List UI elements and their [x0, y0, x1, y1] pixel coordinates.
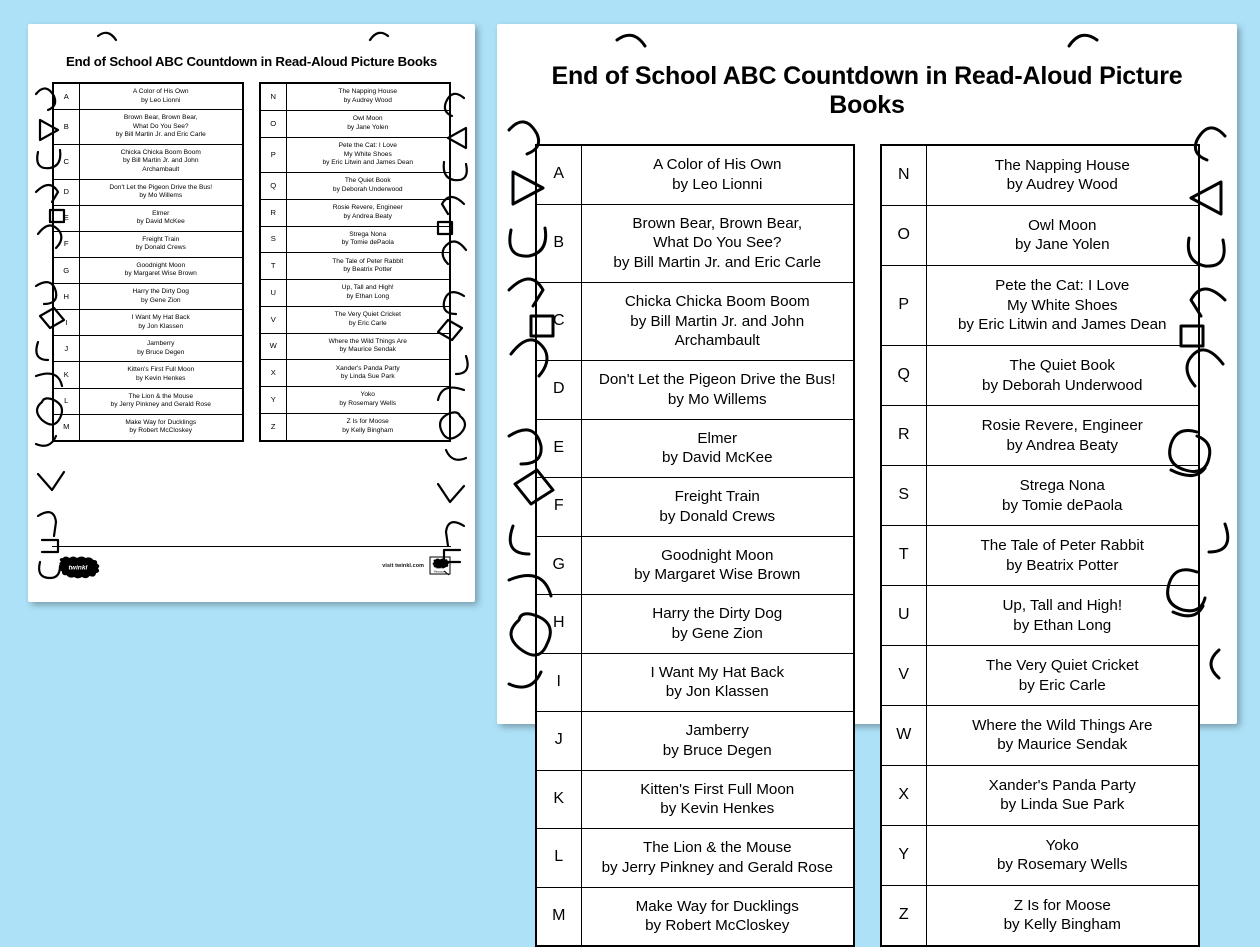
book-author: by Jane Yolen — [347, 123, 389, 131]
book-title: Elmer — [152, 209, 170, 217]
row-letter-cell: Q — [260, 173, 286, 200]
table-row — [260, 413, 450, 440]
table-row — [536, 204, 854, 282]
book-title: The Tale of Peter Rabbit — [332, 257, 404, 265]
row-book-cell — [582, 829, 854, 888]
book-title: Chicka Chicka Boom Boom — [624, 292, 810, 310]
row-book-cell — [927, 526, 1199, 586]
row-letter-cell: D — [53, 179, 79, 205]
row-book-cell — [79, 179, 243, 205]
row-letter-cell: X — [260, 360, 286, 387]
book-title: Don't Let the Pigeon Drive the Bus! — [598, 371, 836, 388]
footer-divider — [52, 546, 451, 547]
book-title: The Tale of Peter Rabbit — [980, 536, 1144, 554]
row-book-cell — [927, 705, 1199, 765]
row-book-cell — [286, 333, 450, 360]
book-author: by David McKee — [661, 449, 773, 467]
row-letter-cell: J — [536, 712, 582, 771]
row-book-cell — [286, 226, 450, 253]
row-letter-cell: B — [53, 110, 79, 145]
row-letter-cell: W — [881, 705, 927, 765]
book-title: Xander's Panda Party — [335, 364, 400, 372]
book-author: by Margaret Wise Brown — [634, 566, 801, 584]
row-book-cell — [927, 466, 1199, 526]
row-book-cell — [286, 280, 450, 307]
book-title: The Very Quiet Cricket — [334, 311, 401, 319]
row-letter-cell: F — [53, 231, 79, 257]
table-row — [881, 526, 1199, 586]
book-title: Goodnight Moon — [136, 261, 186, 269]
row-letter-cell: Y — [260, 387, 286, 414]
book-author: by Tomie dePaola — [341, 239, 394, 247]
book-author: by Jane Yolen — [1014, 236, 1110, 254]
row-book-cell — [927, 825, 1199, 885]
table-row — [260, 226, 450, 253]
table-row — [536, 419, 854, 478]
row-letter-cell: U — [881, 586, 927, 646]
book-title: The Napping House — [338, 88, 398, 96]
book-title: What Do You See? — [653, 234, 782, 252]
table-row — [260, 110, 450, 137]
book-author: by Leo Lionni — [672, 175, 763, 193]
row-book-cell — [927, 145, 1199, 205]
table-row — [53, 388, 243, 414]
table-row — [536, 887, 854, 946]
row-book-cell — [927, 265, 1199, 345]
book-author: by Mo Willems — [139, 192, 183, 200]
book-title: A Color of His Own — [653, 156, 782, 173]
book-title: Brown Bear, Brown Bear, — [123, 114, 198, 122]
row-letter-cell: N — [260, 83, 286, 110]
table-row — [536, 829, 854, 888]
book-author: by Kevin Henkes — [660, 800, 775, 818]
table-row — [260, 306, 450, 333]
row-letter-cell: P — [881, 265, 927, 345]
book-author: by Bill Martin Jr. and John — [630, 312, 805, 330]
worksheet-page-main[interactable] — [497, 24, 1237, 935]
row-book-cell — [582, 887, 854, 946]
book-author: by David McKee — [136, 218, 185, 226]
book-author: by Robert McCloskey — [129, 427, 193, 435]
table-row — [260, 253, 450, 280]
row-book-cell — [582, 770, 854, 829]
row-book-cell — [582, 145, 854, 204]
book-title: Pete the Cat: I Love — [338, 141, 397, 149]
book-title: Up, Tall and High! — [1002, 596, 1123, 614]
table-row — [881, 825, 1199, 885]
book-title: Strega Nona — [349, 230, 387, 238]
table-row — [53, 83, 243, 110]
table-row — [881, 466, 1199, 526]
table-row — [881, 205, 1199, 265]
book-title: Jamberry — [147, 340, 175, 348]
book-author: by Deborah Underwood — [332, 185, 403, 193]
book-author: by Eric Carle — [348, 319, 387, 327]
book-title: Strega Nona — [1019, 476, 1105, 494]
book-title: Freight Train — [674, 488, 760, 505]
row-letter-cell: K — [53, 362, 79, 388]
row-letter-cell: K — [536, 770, 582, 829]
book-title: Rosie Revere, Engineer — [332, 204, 403, 212]
book-title: The Napping House — [994, 156, 1130, 174]
row-letter-cell: V — [260, 306, 286, 333]
row-book-cell — [927, 586, 1199, 646]
book-title: I Want My Hat Back — [131, 314, 190, 322]
book-author: by Rosemary Wells — [996, 856, 1128, 874]
table-row — [536, 770, 854, 829]
row-book-cell — [286, 413, 450, 440]
row-book-cell — [79, 83, 243, 110]
book-title: Z Is for Moose — [346, 418, 389, 426]
row-letter-cell: Z — [260, 413, 286, 440]
row-book-cell — [79, 110, 243, 145]
table-row — [53, 336, 243, 362]
book-title: Make Way for Ducklings — [125, 418, 197, 426]
svg-text:Resources: Resources — [434, 570, 446, 574]
book-title: I Want My Hat Back — [650, 663, 785, 681]
book-title: Freight Train — [142, 235, 180, 243]
book-title: Kitten's First Full Moon — [640, 780, 795, 798]
row-book-cell — [79, 336, 243, 362]
row-book-cell — [286, 137, 450, 173]
row-book-cell — [582, 595, 854, 654]
book-author: Archambault — [674, 332, 760, 350]
table-row — [536, 536, 854, 595]
row-letter-cell: H — [536, 595, 582, 654]
book-title: Make Way for Ducklings — [635, 897, 799, 915]
row-letter-cell: Y — [881, 825, 927, 885]
page-title: End of School ABC Countdown in Read-Aloud Picture Books — [66, 54, 437, 69]
book-author: by Robert McCloskey — [645, 917, 790, 935]
row-letter-cell: L — [53, 388, 79, 414]
table-row — [53, 414, 243, 441]
row-book-cell — [927, 765, 1199, 825]
book-title: Goodnight Moon — [661, 546, 774, 564]
footer-visit-group — [382, 556, 451, 576]
book-author: by Audrey Wood — [343, 96, 392, 104]
book-author: Archambault — [142, 165, 180, 173]
row-letter-cell: U — [260, 280, 286, 307]
table-row — [881, 705, 1199, 765]
row-letter-cell: N — [881, 145, 927, 205]
book-author: by Andrea Beaty — [1006, 436, 1118, 454]
book-author: by Kevin Henkes — [136, 374, 186, 382]
worksheet-columns-main — [497, 144, 1237, 947]
table-row — [260, 173, 450, 200]
table-row — [881, 765, 1199, 825]
row-letter-cell: L — [536, 829, 582, 888]
row-letter-cell: C — [536, 282, 582, 360]
table-row — [536, 145, 854, 204]
row-book-cell — [582, 478, 854, 537]
book-author: by Mo Willems — [667, 390, 767, 408]
table-row — [53, 310, 243, 336]
row-book-cell — [79, 388, 243, 414]
row-letter-cell: W — [260, 333, 286, 360]
book-author: by Rosemary Wells — [339, 399, 397, 407]
row-letter-cell: G — [53, 257, 79, 283]
table-row — [881, 265, 1199, 345]
book-author: by Eric Litwin and James Dean — [957, 316, 1167, 334]
book-author: by Tomie dePaola — [1002, 496, 1123, 514]
book-title: A Color of His Own — [132, 88, 189, 95]
book-author: by Gene Zion — [140, 296, 181, 304]
table-row — [53, 205, 243, 231]
row-letter-cell: V — [881, 646, 927, 706]
abc-table-right-main — [880, 144, 1200, 947]
book-author: by Maurice Sendak — [997, 736, 1128, 754]
visit-url-text: visit twinkl.com — [382, 563, 424, 569]
table-row — [260, 360, 450, 387]
row-book-cell — [79, 362, 243, 388]
row-letter-cell: H — [53, 284, 79, 310]
book-title: What Do You See? — [132, 122, 189, 130]
book-author: by Leo Lionni — [141, 96, 181, 104]
book-title: My White Shoes — [1006, 296, 1118, 314]
book-title: The Quiet Book — [1009, 356, 1116, 374]
row-letter-cell: M — [53, 414, 79, 441]
table-row — [536, 478, 854, 537]
book-title: Chicka Chicka Boom Boom — [120, 148, 201, 156]
book-title: The Lion & the Mouse — [642, 839, 792, 856]
table-row — [53, 144, 243, 179]
book-author: by Bill Martin Jr. and Eric Carle — [613, 254, 822, 271]
page-footer — [28, 546, 475, 602]
book-author: by Maurice Sendak — [339, 346, 396, 354]
row-letter-cell: J — [53, 336, 79, 362]
book-title: The Very Quiet Cricket — [985, 656, 1139, 674]
row-book-cell — [927, 646, 1199, 706]
book-author: by Donald Crews — [135, 244, 186, 252]
row-letter-cell: C — [53, 144, 79, 179]
book-title: Pete the Cat: I Love — [995, 276, 1130, 294]
table-row — [53, 284, 243, 310]
table-row — [260, 199, 450, 226]
abc-table-right-thumbnail — [259, 82, 451, 442]
table-row — [260, 83, 450, 110]
table-row — [53, 257, 243, 283]
book-author: by Eric Litwin and James Dean — [322, 159, 414, 167]
book-title: Rosie Revere, Engineer — [981, 416, 1143, 434]
row-letter-cell: T — [881, 526, 927, 586]
row-book-cell — [286, 253, 450, 280]
twinkl-logo — [54, 557, 102, 577]
table-row — [881, 646, 1199, 706]
book-author: by Andrea Beaty — [343, 212, 392, 220]
row-book-cell — [79, 284, 243, 310]
table-row — [260, 280, 450, 307]
table-row — [260, 137, 450, 173]
book-author: by Margaret Wise Brown — [124, 270, 197, 278]
book-title: Owl Moon — [1028, 216, 1097, 234]
table-row — [536, 712, 854, 771]
row-letter-cell: Z — [881, 885, 927, 946]
row-book-cell — [286, 83, 450, 110]
row-book-cell — [79, 257, 243, 283]
book-title: Don't Let the Pigeon Drive the Bus! — [109, 183, 213, 191]
book-title: Jamberry — [685, 722, 749, 739]
book-author: by Beatrix Potter — [343, 266, 393, 274]
table-row — [53, 362, 243, 388]
row-book-cell — [286, 173, 450, 200]
book-author: by Kelly Bingham — [342, 426, 394, 434]
book-author: by Jerry Pinkney and Gerald Rose — [601, 858, 833, 876]
row-letter-cell: I — [53, 310, 79, 336]
row-letter-cell: R — [260, 199, 286, 226]
worksheet-columns-thumbnail — [28, 82, 475, 442]
row-book-cell — [582, 361, 854, 420]
row-letter-cell: A — [53, 83, 79, 110]
book-author: by Ethan Long — [346, 292, 390, 300]
row-letter-cell: E — [53, 205, 79, 231]
row-book-cell — [927, 885, 1199, 946]
book-title: Where the Wild Things Are — [972, 716, 1153, 734]
row-book-cell — [286, 306, 450, 333]
table-row — [536, 653, 854, 712]
worksheet-page-thumbnail[interactable] — [28, 24, 475, 602]
book-author: by Jerry Pinkney and Gerald Rose — [110, 401, 211, 409]
book-title: Yoko — [1045, 836, 1079, 854]
book-author: by Gene Zion — [671, 624, 763, 642]
book-author: by Beatrix Potter — [1006, 556, 1119, 574]
book-title: Xander's Panda Party — [988, 776, 1136, 794]
page-title-main: End of School ABC Countdown in Read-Aloud Picture Books — [551, 62, 1183, 119]
book-author: by Jon Klassen — [138, 322, 184, 330]
row-book-cell — [927, 205, 1199, 265]
book-author: by Deborah Underwood — [982, 376, 1143, 394]
row-book-cell — [79, 144, 243, 179]
book-author: by Linda Sue Park — [1000, 796, 1125, 814]
row-book-cell — [582, 653, 854, 712]
book-author: by Audrey Wood — [1006, 176, 1118, 194]
book-author: by Ethan Long — [1013, 616, 1112, 634]
row-book-cell — [582, 419, 854, 478]
row-letter-cell: R — [881, 406, 927, 466]
table-row — [536, 361, 854, 420]
row-letter-cell: S — [881, 466, 927, 526]
table-row — [260, 333, 450, 360]
table-row — [536, 595, 854, 654]
table-row — [53, 231, 243, 257]
row-book-cell — [927, 406, 1199, 466]
row-letter-cell: O — [881, 205, 927, 265]
row-letter-cell: S — [260, 226, 286, 253]
row-letter-cell: X — [881, 765, 927, 825]
row-letter-cell: Q — [881, 346, 927, 406]
abc-table-left-main — [535, 144, 855, 947]
book-title: Where the Wild Things Are — [328, 337, 407, 345]
book-title: My White Shoes — [343, 150, 392, 158]
row-book-cell — [286, 199, 450, 226]
row-letter-cell: T — [260, 253, 286, 280]
row-book-cell — [582, 712, 854, 771]
table-row — [260, 387, 450, 414]
book-author: by Bill Martin Jr. and John — [123, 157, 199, 165]
book-author: by Bruce Degen — [137, 348, 185, 356]
twinkl-badge-icon — [429, 556, 451, 576]
book-author: by Jon Klassen — [665, 683, 769, 701]
book-author: by Bruce Degen — [662, 741, 772, 759]
row-book-cell — [582, 536, 854, 595]
book-author: by Linda Sue Park — [340, 373, 395, 381]
table-row — [536, 282, 854, 360]
book-title: Yoko — [360, 391, 375, 399]
row-book-cell — [582, 282, 854, 360]
row-letter-cell: B — [536, 204, 582, 282]
book-author: by Bill Martin Jr. and Eric Carle — [115, 131, 206, 139]
row-letter-cell: A — [536, 145, 582, 204]
book-title: Z Is for Moose — [1013, 896, 1111, 914]
row-letter-cell: I — [536, 653, 582, 712]
book-title: Harry the Dirty Dog — [132, 288, 189, 295]
row-book-cell — [79, 205, 243, 231]
book-title: Elmer — [697, 429, 738, 447]
book-title: Owl Moon — [352, 115, 383, 123]
svg-text:twinkl: twinkl — [435, 565, 445, 570]
row-letter-cell: F — [536, 478, 582, 537]
book-title: The Lion & the Mouse — [128, 392, 193, 400]
row-letter-cell: G — [536, 536, 582, 595]
book-title: Kitten's First Full Moon — [127, 366, 195, 374]
row-book-cell — [79, 310, 243, 336]
book-title: The Quiet Book — [344, 177, 391, 185]
table-row — [881, 885, 1199, 946]
row-letter-cell: E — [536, 419, 582, 478]
book-author: by Eric Carle — [1018, 676, 1106, 694]
row-book-cell — [79, 414, 243, 441]
table-row — [881, 406, 1199, 466]
book-title: Up, Tall and High! — [341, 284, 394, 292]
row-book-cell — [286, 110, 450, 137]
row-book-cell — [927, 346, 1199, 406]
book-title: Harry the Dirty Dog — [652, 605, 783, 622]
book-author: by Kelly Bingham — [1003, 916, 1121, 934]
book-title: Brown Bear, Brown Bear, — [632, 214, 803, 232]
table-row — [53, 110, 243, 145]
row-letter-cell: M — [536, 887, 582, 946]
row-book-cell — [582, 204, 854, 282]
svg-text:twinkl: twinkl — [68, 564, 88, 572]
row-book-cell — [286, 387, 450, 414]
table-row — [53, 179, 243, 205]
row-book-cell — [286, 360, 450, 387]
table-row — [881, 145, 1199, 205]
table-row — [881, 586, 1199, 646]
book-author: by Donald Crews — [659, 507, 776, 525]
row-book-cell — [79, 231, 243, 257]
row-letter-cell: P — [260, 137, 286, 173]
row-letter-cell: D — [536, 361, 582, 420]
row-letter-cell: O — [260, 110, 286, 137]
abc-table-left-thumbnail — [52, 82, 244, 442]
table-row — [881, 346, 1199, 406]
